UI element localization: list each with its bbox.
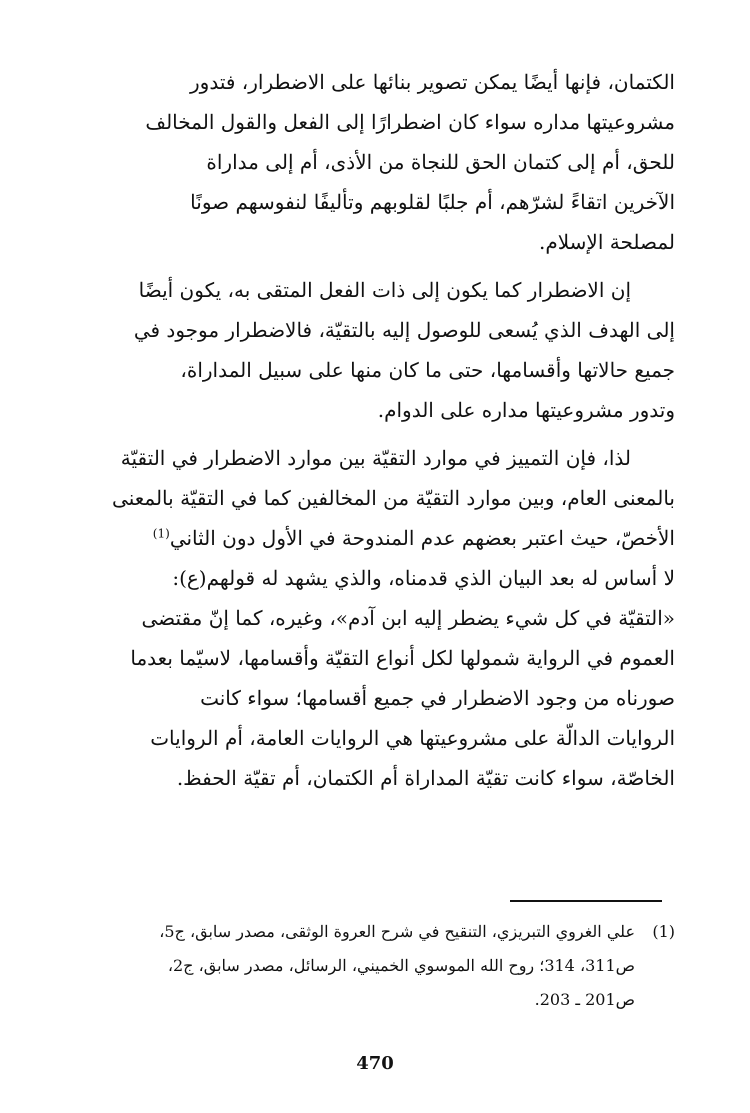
footnote-number: (1) xyxy=(652,922,675,941)
text-line: الكتمان، فإنها أيضًا يمكن تصوير بنائها على الاضطرار، فتدور xyxy=(190,70,675,94)
paragraph-3 xyxy=(80,438,675,798)
text-line: الخاصّة، سواء كانت تقيّة المداراة أم الكتمان، أم تقيّة الحفظ. xyxy=(176,766,675,790)
text-line-with-ref xyxy=(80,518,675,558)
text-line: جميع حالاتها وأقسامها، حتى ما كان منها على سبيل المداراة، xyxy=(180,358,675,382)
text-line: الآخرين اتقاءً لشرّهم، أم جلبًا لقلوبهم وتأليفًا لنفوسهم صونًا xyxy=(190,190,675,214)
paragraph-2 xyxy=(80,270,675,430)
footnote-text: علي الغروي التبريزي، التنقيح في شرح العروة الوثقى، مصدر سابق، ج5، xyxy=(159,922,635,941)
text-line: صورناه من وجود الاضطرار في جميع أقسامها؛ سواء كانت xyxy=(200,686,675,710)
body-text xyxy=(80,62,675,806)
text-line: وتدور مشروعيتها مداره على الدوام. xyxy=(377,398,675,422)
text-line: بالمعنى العام، وبين موارد التقيّة من المخالفين كما في التقيّة بالمعنى xyxy=(112,486,675,510)
paragraph-1 xyxy=(80,62,675,262)
footnote-reference[interactable]: (1) xyxy=(152,526,170,541)
page-number: 470 xyxy=(356,1053,394,1074)
footnotes xyxy=(80,915,675,1017)
text-line: «التقيّة في كل شيء يضطر إليه ابن آدم»، وغيره، كما إنّ مقتضى xyxy=(141,606,675,630)
footnote-separator xyxy=(510,900,662,902)
text-line: الروايات الدالّة على مشروعيتها هي الروايات العامة، أم الروايات xyxy=(150,726,675,750)
footnote-line xyxy=(80,915,675,949)
text-line: إلى الهدف الذي يُسعى للوصول إليه بالتقيّة، فالاضطرار موجود في xyxy=(133,318,675,342)
text-line: إن الاضطرار كما يكون إلى ذات الفعل المتقى به، يكون أيضًا xyxy=(138,278,631,302)
footnote-line: ص201 ـ 203. xyxy=(534,990,635,1009)
text-line: لذا، فإن التمييز في موارد التقيّة بين موارد الاضطرار في التقيّة xyxy=(120,446,631,470)
text-line: مشروعيتها مداره سواء كان اضطرارًا إلى الفعل والقول المخالف xyxy=(145,110,675,134)
text-fragment: الأخصّ، حيث اعتبر بعضهم عدم المندوحة في الأول دون الثاني xyxy=(169,526,675,550)
text-line: للحق، أم إلى كتمان الحق للنجاة من الأذى، أم إلى مداراة xyxy=(206,150,675,174)
footnote-line: ص311، 314؛ روح الله الموسوي الخميني، الرسائل، مصدر سابق، ج2، xyxy=(167,956,635,975)
text-line: لمصلحة الإسلام. xyxy=(538,230,675,254)
text-line: العموم في الرواية شمولها لكل أنواع التقيّة وأقسامها، لاسيّما بعدما xyxy=(130,646,675,670)
text-line: لا أساس له بعد البيان الذي قدمناه، والذي يشهد له قولهم(ع): xyxy=(172,566,675,590)
